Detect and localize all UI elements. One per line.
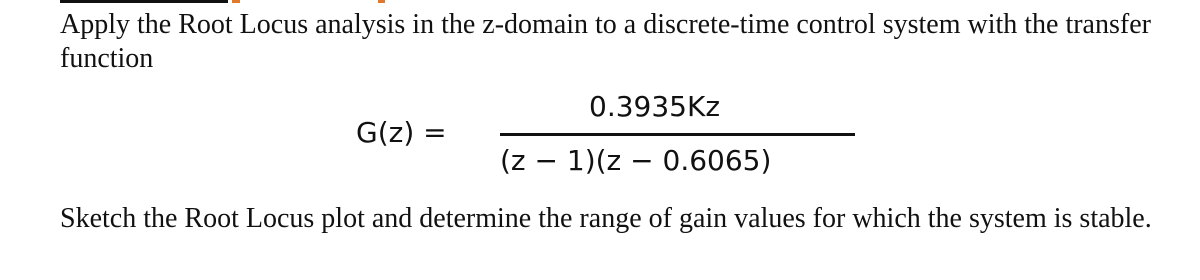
equation-lhs: G(z) = [356, 116, 447, 149]
fraction-bar [500, 133, 855, 136]
problem-closing-paragraph: Sketch the Root Locus plot and determine the range of gain values for which the system is stable. [60, 203, 1152, 234]
problem-intro-paragraph: Apply the Root Locus analysis in the z-domain to a discrete-time control system with the transfer function [60, 9, 1151, 74]
equation-denominator: (z − 1)(z − 0.6065) [500, 144, 772, 177]
equation-numerator: 0.3935Kz [589, 90, 721, 123]
